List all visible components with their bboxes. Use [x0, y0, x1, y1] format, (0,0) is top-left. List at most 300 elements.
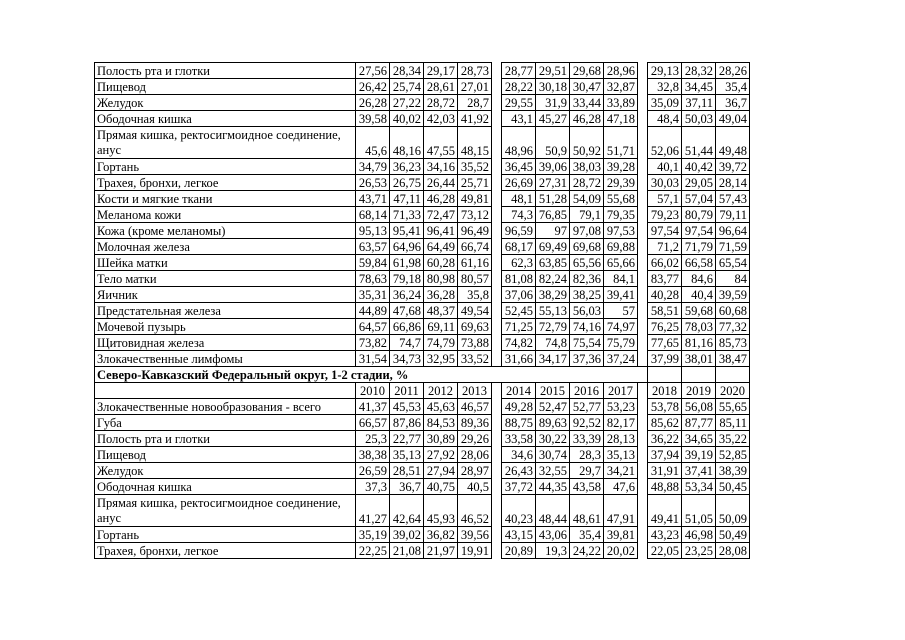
value-cell: 47,18	[604, 111, 638, 127]
value-cell: 37,41	[682, 463, 716, 479]
value-cell: 28,51	[390, 463, 424, 479]
column-gap	[638, 111, 648, 127]
column-gap	[638, 95, 648, 111]
column-gap	[492, 495, 502, 527]
section-title-row	[95, 367, 750, 383]
empty-cell	[682, 367, 716, 383]
value-cell: 29,68	[570, 63, 604, 79]
column-gap	[492, 319, 502, 335]
value-cell: 57,04	[682, 191, 716, 207]
value-cell: 51,44	[682, 127, 716, 159]
value-cell: 40,75	[424, 479, 458, 495]
value-cell: 76,25	[648, 319, 682, 335]
value-cell: 20,02	[604, 543, 638, 559]
value-cell: 71,59	[716, 239, 750, 255]
value-cell: 30,03	[648, 175, 682, 191]
column-gap	[638, 463, 648, 479]
row-label: Трахея, бронхи, легкое	[95, 543, 356, 559]
value-cell: 19,91	[458, 543, 492, 559]
value-cell: 73,82	[356, 335, 390, 351]
row-label: Желудок	[95, 463, 356, 479]
value-cell: 49,54	[458, 303, 492, 319]
column-gap	[492, 527, 502, 543]
table-row	[95, 415, 750, 431]
column-gap	[638, 159, 648, 175]
value-cell: 35,13	[390, 447, 424, 463]
value-cell: 40,4	[682, 287, 716, 303]
value-cell: 79,35	[604, 207, 638, 223]
value-cell: 32,95	[424, 351, 458, 367]
year-header: 2020	[716, 383, 750, 399]
value-cell: 78,63	[356, 271, 390, 287]
value-cell: 33,58	[502, 431, 536, 447]
year-header: 2018	[648, 383, 682, 399]
column-gap	[492, 543, 502, 559]
value-cell: 36,22	[648, 431, 682, 447]
value-cell: 74,97	[604, 319, 638, 335]
value-cell: 30,74	[536, 447, 570, 463]
value-cell: 76,85	[536, 207, 570, 223]
value-cell: 95,13	[356, 223, 390, 239]
empty-cell	[716, 367, 750, 383]
value-cell: 48,44	[536, 495, 570, 527]
value-cell: 65,56	[570, 255, 604, 271]
column-gap	[492, 479, 502, 495]
value-cell: 55,65	[716, 399, 750, 415]
column-gap	[492, 447, 502, 463]
value-cell: 21,08	[390, 543, 424, 559]
row-label: Предстательная железа	[95, 303, 356, 319]
column-gap	[492, 255, 502, 271]
value-cell: 39,81	[604, 527, 638, 543]
value-cell: 43,71	[356, 191, 390, 207]
value-cell: 26,43	[502, 463, 536, 479]
table-row	[95, 303, 750, 319]
table-row	[95, 335, 750, 351]
value-cell: 64,57	[356, 319, 390, 335]
value-cell: 45,6	[356, 127, 390, 159]
value-cell: 78,03	[682, 319, 716, 335]
value-cell: 68,17	[502, 239, 536, 255]
value-cell: 69,63	[458, 319, 492, 335]
row-label: Щитовидная железа	[95, 335, 356, 351]
value-cell: 37,94	[648, 447, 682, 463]
table-row	[95, 63, 750, 79]
value-cell: 65,66	[604, 255, 638, 271]
column-gap	[638, 175, 648, 191]
value-cell: 96,41	[424, 223, 458, 239]
column-gap	[492, 191, 502, 207]
row-label: Пищевод	[95, 447, 356, 463]
column-gap	[638, 399, 648, 415]
value-cell: 72,79	[536, 319, 570, 335]
column-gap	[638, 415, 648, 431]
value-cell: 36,28	[424, 287, 458, 303]
value-cell: 28,3	[570, 447, 604, 463]
value-cell: 38,01	[682, 351, 716, 367]
value-cell: 85,11	[716, 415, 750, 431]
value-cell: 71,33	[390, 207, 424, 223]
value-cell: 28,13	[604, 431, 638, 447]
value-cell: 39,59	[716, 287, 750, 303]
value-cell: 74,79	[424, 335, 458, 351]
value-cell: 82,24	[536, 271, 570, 287]
value-cell: 51,28	[536, 191, 570, 207]
value-cell: 71,25	[502, 319, 536, 335]
value-cell: 35,4	[716, 79, 750, 95]
value-cell: 41,27	[356, 495, 390, 527]
value-cell: 48,15	[458, 127, 492, 159]
value-cell: 37,72	[502, 479, 536, 495]
column-gap	[638, 287, 648, 303]
value-cell: 79,23	[648, 207, 682, 223]
value-cell: 28,72	[424, 95, 458, 111]
value-cell: 48,1	[502, 191, 536, 207]
value-cell: 28,34	[390, 63, 424, 79]
table-row	[95, 351, 750, 367]
column-gap	[492, 399, 502, 415]
row-label: Яичник	[95, 287, 356, 303]
value-cell: 29,17	[424, 63, 458, 79]
column-gap	[638, 303, 648, 319]
value-cell: 40,5	[458, 479, 492, 495]
value-cell: 49,48	[716, 127, 750, 159]
column-gap	[638, 223, 648, 239]
table-row	[95, 495, 750, 527]
row-label: Кожа (кроме меланомы)	[95, 223, 356, 239]
column-gap	[492, 287, 502, 303]
column-gap	[492, 95, 502, 111]
value-cell: 45,63	[424, 399, 458, 415]
value-cell: 38,39	[716, 463, 750, 479]
value-cell: 32,55	[536, 463, 570, 479]
row-label: Шейка матки	[95, 255, 356, 271]
column-gap	[492, 63, 502, 79]
value-cell: 27,92	[424, 447, 458, 463]
value-cell: 74,3	[502, 207, 536, 223]
table-row	[95, 463, 750, 479]
row-label: Молочная железа	[95, 239, 356, 255]
value-cell: 30,18	[536, 79, 570, 95]
value-cell: 84,6	[682, 271, 716, 287]
value-cell: 39,28	[604, 159, 638, 175]
value-cell: 34,6	[502, 447, 536, 463]
value-cell: 25,71	[458, 175, 492, 191]
value-cell: 25,3	[356, 431, 390, 447]
value-cell: 36,7	[716, 95, 750, 111]
value-cell: 45,27	[536, 111, 570, 127]
year-header: 2015	[536, 383, 570, 399]
value-cell: 45,93	[424, 495, 458, 527]
value-cell: 35,09	[648, 95, 682, 111]
row-label: Ободочная кишка	[95, 111, 356, 127]
value-cell: 34,16	[424, 159, 458, 175]
table-row	[95, 239, 750, 255]
table-row	[95, 271, 750, 287]
value-cell: 28,96	[604, 63, 638, 79]
value-cell: 69,88	[604, 239, 638, 255]
value-cell: 97,54	[648, 223, 682, 239]
value-cell: 34,73	[390, 351, 424, 367]
value-cell: 43,58	[570, 479, 604, 495]
value-cell: 55,68	[604, 191, 638, 207]
table-body	[95, 63, 750, 559]
table-row	[95, 287, 750, 303]
column-gap	[638, 543, 648, 559]
value-cell: 37,06	[502, 287, 536, 303]
value-cell: 48,96	[502, 127, 536, 159]
table-row	[95, 191, 750, 207]
year-header: 2017	[604, 383, 638, 399]
value-cell: 56,03	[570, 303, 604, 319]
value-cell: 46,98	[682, 527, 716, 543]
value-cell: 84,53	[424, 415, 458, 431]
value-cell: 33,39	[570, 431, 604, 447]
header-label-cell	[95, 383, 356, 399]
value-cell: 89,63	[536, 415, 570, 431]
value-cell: 63,57	[356, 239, 390, 255]
value-cell: 27,01	[458, 79, 492, 95]
value-cell: 40,1	[648, 159, 682, 175]
value-cell: 30,22	[536, 431, 570, 447]
value-cell: 44,89	[356, 303, 390, 319]
value-cell: 37,11	[682, 95, 716, 111]
value-cell: 39,56	[458, 527, 492, 543]
column-gap	[638, 239, 648, 255]
row-label: Кости и мягкие ткани	[95, 191, 356, 207]
value-cell: 30,47	[570, 79, 604, 95]
value-cell: 84	[716, 271, 750, 287]
year-header: 2019	[682, 383, 716, 399]
row-label: Губа	[95, 415, 356, 431]
year-header: 2016	[570, 383, 604, 399]
table-row	[95, 447, 750, 463]
value-cell: 25,74	[390, 79, 424, 95]
empty-cell	[648, 367, 682, 383]
value-cell: 22,05	[648, 543, 682, 559]
row-label: Мочевой пузырь	[95, 319, 356, 335]
table-row	[95, 255, 750, 271]
value-cell: 40,02	[390, 111, 424, 127]
value-cell: 28,08	[716, 543, 750, 559]
value-cell: 50,92	[570, 127, 604, 159]
value-cell: 95,41	[390, 223, 424, 239]
value-cell: 82,36	[570, 271, 604, 287]
value-cell: 47,55	[424, 127, 458, 159]
table-row	[95, 527, 750, 543]
value-cell: 38,38	[356, 447, 390, 463]
value-cell: 43,06	[536, 527, 570, 543]
value-cell: 85,73	[716, 335, 750, 351]
value-cell: 26,69	[502, 175, 536, 191]
value-cell: 96,49	[458, 223, 492, 239]
value-cell: 33,52	[458, 351, 492, 367]
value-cell: 46,28	[424, 191, 458, 207]
value-cell: 97	[536, 223, 570, 239]
value-cell: 38,29	[536, 287, 570, 303]
value-cell: 37,99	[648, 351, 682, 367]
value-cell: 26,42	[356, 79, 390, 95]
value-cell: 58,51	[648, 303, 682, 319]
value-cell: 26,59	[356, 463, 390, 479]
value-cell: 96,64	[716, 223, 750, 239]
value-cell: 50,49	[716, 527, 750, 543]
value-cell: 97,54	[682, 223, 716, 239]
value-cell: 22,25	[356, 543, 390, 559]
value-cell: 74,8	[536, 335, 570, 351]
value-cell: 47,6	[604, 479, 638, 495]
value-cell: 40,23	[502, 495, 536, 527]
value-cell: 49,04	[716, 111, 750, 127]
value-cell: 31,9	[536, 95, 570, 111]
value-cell: 39,72	[716, 159, 750, 175]
value-cell: 34,45	[682, 79, 716, 95]
value-cell: 66,58	[682, 255, 716, 271]
value-cell: 28,26	[716, 63, 750, 79]
column-gap	[492, 223, 502, 239]
column-gap	[638, 127, 648, 159]
value-cell: 52,77	[570, 399, 604, 415]
value-cell: 30,89	[424, 431, 458, 447]
value-cell: 28,77	[502, 63, 536, 79]
table-row	[95, 95, 750, 111]
value-cell: 79,11	[716, 207, 750, 223]
value-cell: 21,97	[424, 543, 458, 559]
value-cell: 40,28	[648, 287, 682, 303]
value-cell: 28,97	[458, 463, 492, 479]
value-cell: 74,82	[502, 335, 536, 351]
value-cell: 35,13	[604, 447, 638, 463]
column-gap	[638, 255, 648, 271]
section-title: Северо-Кавказский Федеральный округ, 1-2 стадии, %	[95, 367, 638, 383]
value-cell: 35,52	[458, 159, 492, 175]
value-cell: 71,2	[648, 239, 682, 255]
value-cell: 28,73	[458, 63, 492, 79]
value-cell: 74,16	[570, 319, 604, 335]
value-cell: 28,32	[682, 63, 716, 79]
value-cell: 39,06	[536, 159, 570, 175]
year-header: 2012	[424, 383, 458, 399]
value-cell: 77,32	[716, 319, 750, 335]
table-row	[95, 159, 750, 175]
value-cell: 52,45	[502, 303, 536, 319]
value-cell: 77,65	[648, 335, 682, 351]
value-cell: 28,22	[502, 79, 536, 95]
value-cell: 28,72	[570, 175, 604, 191]
value-cell: 35,22	[716, 431, 750, 447]
value-cell: 39,41	[604, 287, 638, 303]
table-row	[95, 79, 750, 95]
value-cell: 29,55	[502, 95, 536, 111]
value-cell: 49,28	[502, 399, 536, 415]
column-gap	[492, 335, 502, 351]
value-cell: 81,16	[682, 335, 716, 351]
value-cell: 33,89	[604, 95, 638, 111]
value-cell: 33,44	[570, 95, 604, 111]
table-row	[95, 319, 750, 335]
value-cell: 49,81	[458, 191, 492, 207]
blank-cell	[638, 367, 648, 383]
value-cell: 43,1	[502, 111, 536, 127]
year-header-row	[95, 383, 750, 399]
value-cell: 54,09	[570, 191, 604, 207]
value-cell: 61,16	[458, 255, 492, 271]
value-cell: 34,21	[604, 463, 638, 479]
value-cell: 80,79	[682, 207, 716, 223]
value-cell: 66,86	[390, 319, 424, 335]
column-gap	[492, 463, 502, 479]
table-row	[95, 207, 750, 223]
value-cell: 72,47	[424, 207, 458, 223]
value-cell: 44,35	[536, 479, 570, 495]
year-header: 2011	[390, 383, 424, 399]
value-cell: 28,14	[716, 175, 750, 191]
row-label: Меланома кожи	[95, 207, 356, 223]
value-cell: 73,12	[458, 207, 492, 223]
column-gap	[492, 431, 502, 447]
value-cell: 32,8	[648, 79, 682, 95]
value-cell: 81,08	[502, 271, 536, 287]
value-cell: 31,54	[356, 351, 390, 367]
value-cell: 75,54	[570, 335, 604, 351]
value-cell: 34,65	[682, 431, 716, 447]
value-cell: 20,89	[502, 543, 536, 559]
value-cell: 48,37	[424, 303, 458, 319]
value-cell: 47,91	[604, 495, 638, 527]
year-header: 2013	[458, 383, 492, 399]
value-cell: 37,24	[604, 351, 638, 367]
value-cell: 82,17	[604, 415, 638, 431]
column-gap	[492, 271, 502, 287]
statistics-table	[94, 62, 750, 559]
value-cell: 62,3	[502, 255, 536, 271]
row-label: Прямая кишка, ректосигмоидное соединение, анус	[95, 495, 356, 527]
value-cell: 39,58	[356, 111, 390, 127]
value-cell: 38,03	[570, 159, 604, 175]
value-cell: 23,25	[682, 543, 716, 559]
column-gap	[638, 479, 648, 495]
value-cell: 41,37	[356, 399, 390, 415]
table-row	[95, 431, 750, 447]
table-row	[95, 543, 750, 559]
value-cell: 52,06	[648, 127, 682, 159]
column-gap	[638, 495, 648, 527]
value-cell: 36,7	[390, 479, 424, 495]
value-cell: 50,09	[716, 495, 750, 527]
value-cell: 80,57	[458, 271, 492, 287]
value-cell: 43,23	[648, 527, 682, 543]
value-cell: 65,54	[716, 255, 750, 271]
column-gap	[638, 63, 648, 79]
column-gap	[492, 159, 502, 175]
row-label: Трахея, бронхи, легкое	[95, 175, 356, 191]
value-cell: 34,79	[356, 159, 390, 175]
value-cell: 26,28	[356, 95, 390, 111]
value-cell: 79,1	[570, 207, 604, 223]
value-cell: 71,79	[682, 239, 716, 255]
value-cell: 48,4	[648, 111, 682, 127]
column-gap	[638, 207, 648, 223]
value-cell: 36,82	[424, 527, 458, 543]
value-cell: 66,74	[458, 239, 492, 255]
column-gap	[638, 319, 648, 335]
year-header: 2014	[502, 383, 536, 399]
value-cell: 35,31	[356, 287, 390, 303]
value-cell: 53,78	[648, 399, 682, 415]
value-cell: 39,19	[682, 447, 716, 463]
value-cell: 35,4	[570, 527, 604, 543]
value-cell: 46,28	[570, 111, 604, 127]
